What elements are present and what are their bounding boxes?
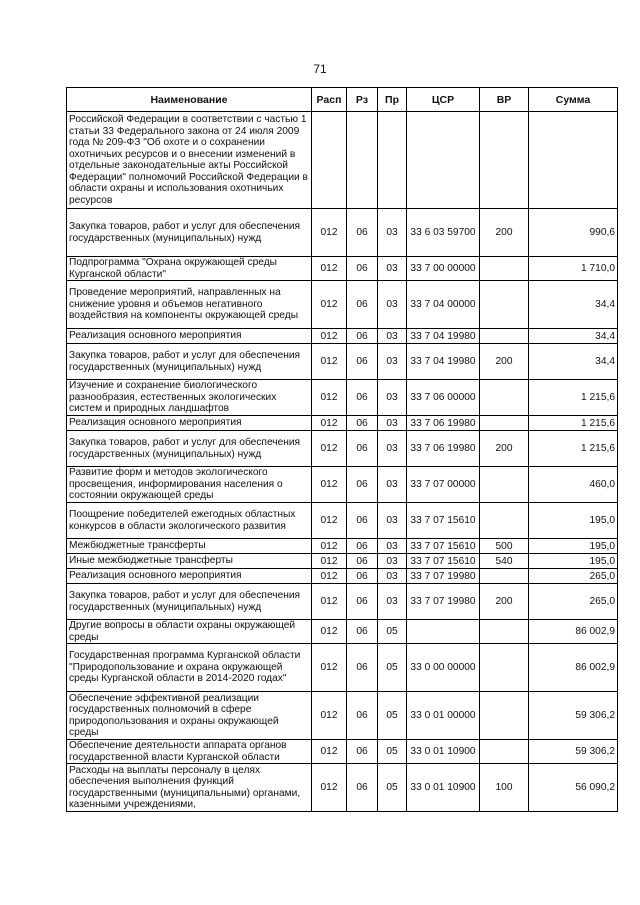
row-pr: 03 bbox=[378, 569, 407, 584]
row-vr: 200 bbox=[480, 431, 529, 467]
row-rasp: 012 bbox=[312, 431, 347, 467]
row-csr bbox=[407, 112, 480, 209]
row-rasp: 012 bbox=[312, 281, 347, 329]
row-pr: 05 bbox=[378, 692, 407, 740]
row-rasp: 012 bbox=[312, 380, 347, 416]
row-name: Закупка товаров, работ и услуг для обеспечения государственных (муниципальных) нужд bbox=[67, 584, 312, 620]
row-sum: 34,4 bbox=[529, 281, 618, 329]
table-row bbox=[67, 416, 618, 431]
row-rz: 06 bbox=[347, 692, 378, 740]
row-name: Закупка товаров, работ и услуг для обеспечения государственных (муниципальных) нужд bbox=[67, 431, 312, 467]
page-number: 71 bbox=[313, 62, 327, 76]
table-row bbox=[67, 431, 618, 467]
table-row bbox=[67, 503, 618, 539]
row-vr bbox=[480, 620, 529, 644]
row-rz: 06 bbox=[347, 503, 378, 539]
row-sum: 1 215,6 bbox=[529, 431, 618, 467]
row-name: Поощрение победителей ежегодных областных конкурсов в области экологического развития bbox=[67, 503, 312, 539]
row-rz: 06 bbox=[347, 539, 378, 554]
table-row bbox=[67, 344, 618, 380]
row-rz: 06 bbox=[347, 554, 378, 569]
row-csr: 33 7 07 19980 bbox=[407, 569, 480, 584]
table-row bbox=[67, 569, 618, 584]
row-name: Расходы на выплаты персоналу в целях обеспечения выполнения функций государственными (муниципальными) органами, казенными учреждениями, bbox=[67, 764, 312, 812]
header-sum: Сумма bbox=[529, 88, 618, 112]
row-sum: 195,0 bbox=[529, 554, 618, 569]
row-rz: 06 bbox=[347, 281, 378, 329]
row-name: Межбюджетные трансферты bbox=[67, 539, 312, 554]
row-rz bbox=[347, 112, 378, 209]
header-name: Наименование bbox=[67, 88, 312, 112]
row-name: Закупка товаров, работ и услуг для обеспечения государственных (муниципальных) нужд bbox=[67, 209, 312, 257]
row-name: Реализация основного мероприятия bbox=[67, 569, 312, 584]
header-row bbox=[67, 88, 618, 112]
row-vr bbox=[480, 257, 529, 281]
row-pr: 03 bbox=[378, 329, 407, 344]
row-pr: 03 bbox=[378, 539, 407, 554]
row-rasp: 012 bbox=[312, 764, 347, 812]
row-pr: 03 bbox=[378, 380, 407, 416]
row-sum: 990,6 bbox=[529, 209, 618, 257]
row-rz: 06 bbox=[347, 740, 378, 764]
row-name: Иные межбюджетные трансферты bbox=[67, 554, 312, 569]
row-csr: 33 7 00 00000 bbox=[407, 257, 480, 281]
row-csr: 33 0 00 00000 bbox=[407, 644, 480, 692]
row-name: Обеспечение деятельности аппарата органов государственной власти Курганской области bbox=[67, 740, 312, 764]
table-body bbox=[67, 112, 618, 812]
row-vr: 100 bbox=[480, 764, 529, 812]
row-csr: 33 7 07 15610 bbox=[407, 503, 480, 539]
row-vr bbox=[480, 112, 529, 209]
row-sum: 34,4 bbox=[529, 344, 618, 380]
row-sum: 460,0 bbox=[529, 467, 618, 503]
table-row bbox=[67, 257, 618, 281]
row-sum: 265,0 bbox=[529, 569, 618, 584]
row-name: Развитие форм и методов экологического просвещения, информирования населения о состоянии окружающей среды bbox=[67, 467, 312, 503]
row-pr: 03 bbox=[378, 467, 407, 503]
row-name: Подпрограмма "Охрана окружающей среды Курганской области" bbox=[67, 257, 312, 281]
row-rz: 06 bbox=[347, 257, 378, 281]
row-sum: 56 090,2 bbox=[529, 764, 618, 812]
row-vr: 540 bbox=[480, 554, 529, 569]
row-csr: 33 7 04 00000 bbox=[407, 281, 480, 329]
row-vr bbox=[480, 329, 529, 344]
table-row bbox=[67, 281, 618, 329]
table-row bbox=[67, 764, 618, 812]
row-vr: 200 bbox=[480, 209, 529, 257]
row-vr: 500 bbox=[480, 539, 529, 554]
row-rasp: 012 bbox=[312, 692, 347, 740]
row-vr bbox=[480, 740, 529, 764]
row-rasp: 012 bbox=[312, 740, 347, 764]
row-pr: 03 bbox=[378, 416, 407, 431]
row-csr bbox=[407, 620, 480, 644]
row-csr: 33 7 07 15610 bbox=[407, 539, 480, 554]
row-rasp: 012 bbox=[312, 584, 347, 620]
row-name: Реализация основного мероприятия bbox=[67, 329, 312, 344]
row-csr: 33 7 07 15610 bbox=[407, 554, 480, 569]
row-csr: 33 0 01 10900 bbox=[407, 740, 480, 764]
row-vr bbox=[480, 644, 529, 692]
row-rz: 06 bbox=[347, 467, 378, 503]
row-rz: 06 bbox=[347, 209, 378, 257]
row-name: Обеспечение эффективной реализации государственных полномочий в сфере природопользования и охраны окружающей среды bbox=[67, 692, 312, 740]
row-vr bbox=[480, 416, 529, 431]
row-csr: 33 7 04 19980 bbox=[407, 344, 480, 380]
table-row bbox=[67, 112, 618, 209]
row-rasp: 012 bbox=[312, 467, 347, 503]
row-sum: 195,0 bbox=[529, 503, 618, 539]
row-pr bbox=[378, 112, 407, 209]
row-csr: 33 7 06 19980 bbox=[407, 416, 480, 431]
row-csr: 33 6 03 59700 bbox=[407, 209, 480, 257]
table-row bbox=[67, 329, 618, 344]
header-csr: ЦСР bbox=[407, 88, 480, 112]
row-rz: 06 bbox=[347, 416, 378, 431]
row-vr: 200 bbox=[480, 584, 529, 620]
row-rz: 06 bbox=[347, 431, 378, 467]
row-name: Изучение и сохранение биологического разнообразия, естественных экологических систем и природных ландшафтов bbox=[67, 380, 312, 416]
row-csr: 33 7 06 19980 bbox=[407, 431, 480, 467]
row-name: Реализация основного мероприятия bbox=[67, 416, 312, 431]
table-row bbox=[67, 380, 618, 416]
row-vr bbox=[480, 281, 529, 329]
header-vr: ВР bbox=[480, 88, 529, 112]
row-name: Государственная программа Курганской области "Природопользование и охрана окружающей среды Курганской области в 2014-2020 годах" bbox=[67, 644, 312, 692]
row-sum: 1 710,0 bbox=[529, 257, 618, 281]
row-rasp: 012 bbox=[312, 503, 347, 539]
row-csr: 33 7 04 19980 bbox=[407, 329, 480, 344]
table-row bbox=[67, 584, 618, 620]
row-pr: 05 bbox=[378, 740, 407, 764]
table-row bbox=[67, 539, 618, 554]
row-sum bbox=[529, 112, 618, 209]
row-pr: 03 bbox=[378, 554, 407, 569]
row-name: Другие вопросы в области охраны окружающей среды bbox=[67, 620, 312, 644]
row-pr: 03 bbox=[378, 344, 407, 380]
row-sum: 195,0 bbox=[529, 539, 618, 554]
row-rz: 06 bbox=[347, 380, 378, 416]
row-name: Закупка товаров, работ и услуг для обеспечения государственных (муниципальных) нужд bbox=[67, 344, 312, 380]
table-row bbox=[67, 554, 618, 569]
row-sum: 34,4 bbox=[529, 329, 618, 344]
row-sum: 59 306,2 bbox=[529, 740, 618, 764]
row-pr: 03 bbox=[378, 584, 407, 620]
header-rz: Рз bbox=[347, 88, 378, 112]
row-rasp: 012 bbox=[312, 209, 347, 257]
row-vr bbox=[480, 467, 529, 503]
row-rz: 06 bbox=[347, 569, 378, 584]
row-rz: 06 bbox=[347, 620, 378, 644]
row-rz: 06 bbox=[347, 644, 378, 692]
row-pr: 03 bbox=[378, 431, 407, 467]
row-pr: 03 bbox=[378, 209, 407, 257]
row-sum: 1 215,6 bbox=[529, 380, 618, 416]
table-row bbox=[67, 692, 618, 740]
row-vr: 200 bbox=[480, 344, 529, 380]
row-rasp: 012 bbox=[312, 569, 347, 584]
row-vr bbox=[480, 692, 529, 740]
row-rz: 06 bbox=[347, 329, 378, 344]
row-csr: 33 7 06 00000 bbox=[407, 380, 480, 416]
header-rasp: Расп bbox=[312, 88, 347, 112]
row-sum: 59 306,2 bbox=[529, 692, 618, 740]
table-row bbox=[67, 620, 618, 644]
row-rasp: 012 bbox=[312, 539, 347, 554]
row-csr: 33 7 07 19980 bbox=[407, 584, 480, 620]
row-sum: 86 002,9 bbox=[529, 644, 618, 692]
row-pr: 03 bbox=[378, 281, 407, 329]
row-rasp: 012 bbox=[312, 329, 347, 344]
row-rasp: 012 bbox=[312, 344, 347, 380]
row-rasp: 012 bbox=[312, 416, 347, 431]
row-sum: 265,0 bbox=[529, 584, 618, 620]
row-pr: 03 bbox=[378, 503, 407, 539]
row-rasp bbox=[312, 112, 347, 209]
row-pr: 05 bbox=[378, 764, 407, 812]
row-vr bbox=[480, 569, 529, 584]
row-rz: 06 bbox=[347, 764, 378, 812]
row-rasp: 012 bbox=[312, 644, 347, 692]
row-sum: 1 215,6 bbox=[529, 416, 618, 431]
row-sum: 86 002,9 bbox=[529, 620, 618, 644]
row-rz: 06 bbox=[347, 584, 378, 620]
table-row bbox=[67, 740, 618, 764]
row-rasp: 012 bbox=[312, 257, 347, 281]
row-name: Российской Федерации в соответствии с частью 1 статьи 33 Федерального закона от 24 июля 2009 года № 209-ФЗ "Об охоте и о сохранении охотничьих ресурсов и о внесении изменений в отдельные законодательные акты Российской Федерации" полномочий Российской Федерации в области охраны и использования охотничьих ресурсов bbox=[67, 112, 312, 209]
row-name: Проведение мероприятий, направленных на снижение уровня и объемов негативного воздействия на компоненты окружающей среды bbox=[67, 281, 312, 329]
row-csr: 33 0 01 10900 bbox=[407, 764, 480, 812]
row-pr: 03 bbox=[378, 257, 407, 281]
row-pr: 05 bbox=[378, 620, 407, 644]
row-rasp: 012 bbox=[312, 620, 347, 644]
table-row bbox=[67, 209, 618, 257]
row-vr bbox=[480, 380, 529, 416]
row-rasp: 012 bbox=[312, 554, 347, 569]
table-row bbox=[67, 467, 618, 503]
header-pr: Пр bbox=[378, 88, 407, 112]
row-csr: 33 0 01 00000 bbox=[407, 692, 480, 740]
row-vr bbox=[480, 503, 529, 539]
table-row bbox=[67, 644, 618, 692]
budget-table bbox=[66, 87, 618, 812]
row-csr: 33 7 07 00000 bbox=[407, 467, 480, 503]
row-rz: 06 bbox=[347, 344, 378, 380]
row-pr: 05 bbox=[378, 644, 407, 692]
